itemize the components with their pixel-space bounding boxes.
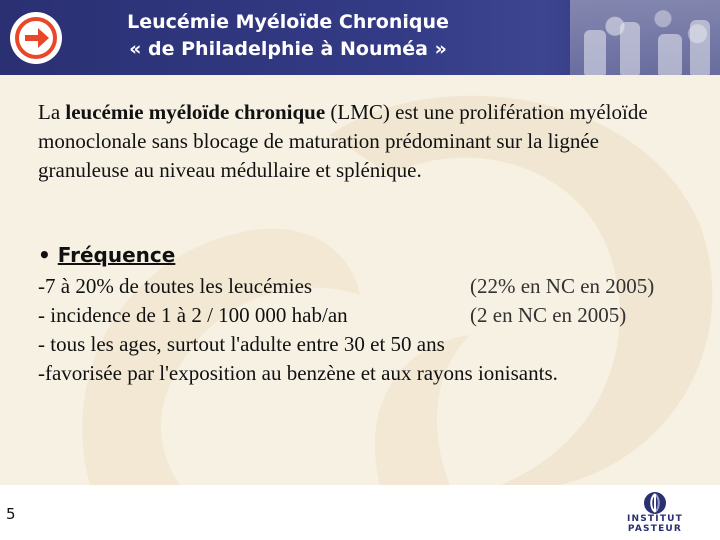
frequency-item-note: (22% en NC en 2005)	[470, 274, 655, 298]
bullet: •	[38, 243, 58, 267]
frequency-item-note: (2 en NC en 2005)	[470, 303, 627, 327]
frequency-item	[38, 272, 655, 301]
intro-bold-term: leucémie myéloïde chronique	[65, 100, 326, 124]
institut-pasteur-label: INSTITUT PASTEUR	[626, 514, 684, 534]
slide-title-line1: Leucémie Myéloïde Chronique	[127, 11, 449, 33]
header-lab-photo	[570, 0, 720, 75]
frequency-item-text: - tous les ages, surtout l'adulte entre 30 et 50 ans	[38, 332, 445, 356]
institut-pasteur-logo	[642, 490, 668, 516]
header-bar	[0, 0, 720, 75]
frequency-item-text: - incidence de 1 à 2 / 100 000 hab/an	[38, 303, 348, 327]
frequency-item	[38, 301, 627, 330]
intro-paragraph	[38, 98, 678, 185]
arrow-right-icon	[10, 12, 62, 64]
intro-suffix: (LMC) est une prolifération myéloïde monoclonale sans blocage de maturation prédominant sur la lignée granuleuse au niveau médullaire et splénique.	[38, 100, 648, 182]
slide-title-line2: « de Philadelphie à Nouméa »	[129, 38, 447, 60]
frequency-item-text: -favorisée par l'exposition au benzène et aux rayons ionisants.	[38, 361, 558, 385]
frequency-item	[38, 359, 558, 388]
frequency-heading-label: Fréquence	[57, 243, 176, 267]
frequency-item	[38, 330, 445, 359]
intro-prefix: La	[38, 100, 66, 124]
slide-number: 5	[6, 505, 16, 523]
frequency-heading	[38, 243, 175, 267]
frequency-item-text: -7 à 20% de toutes les leucémies	[38, 274, 313, 298]
